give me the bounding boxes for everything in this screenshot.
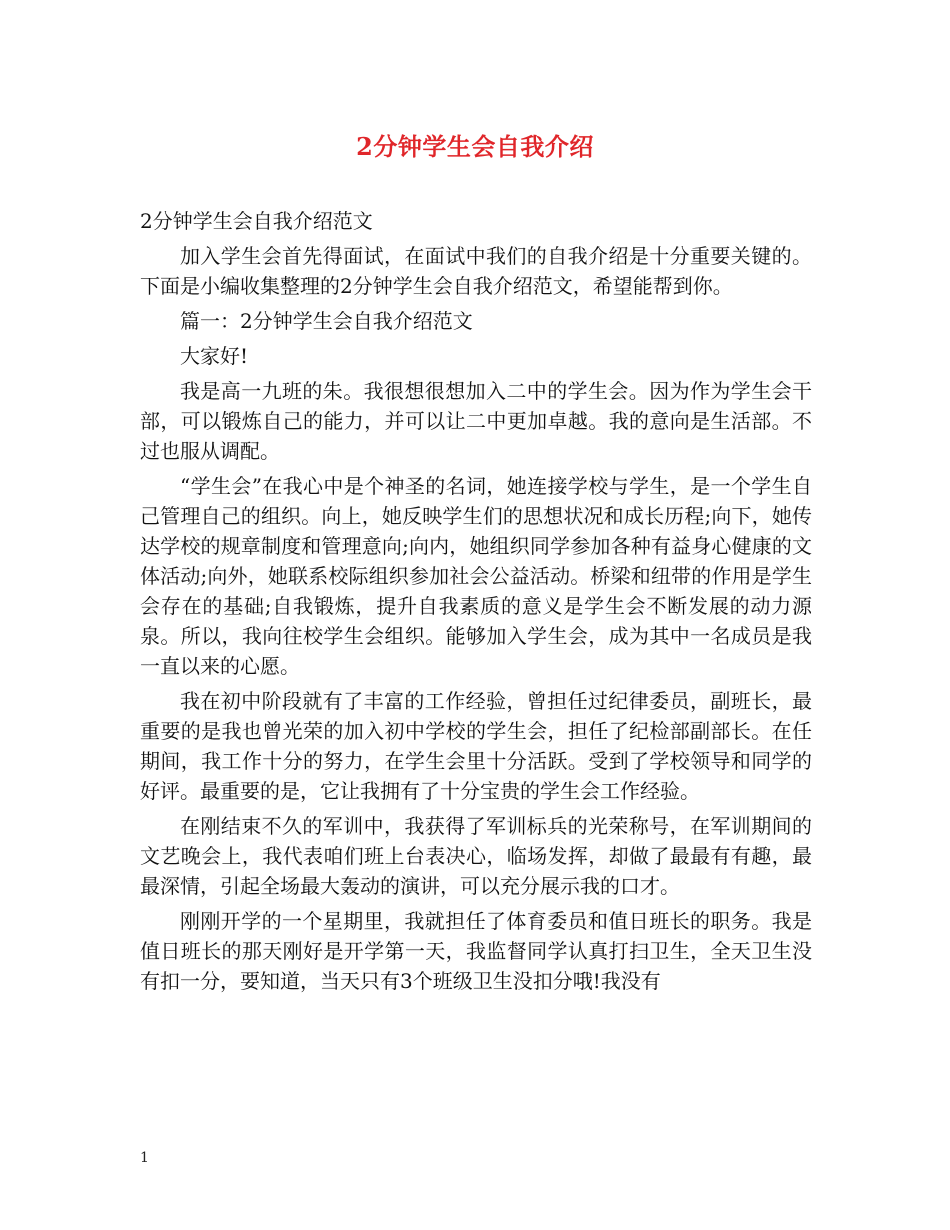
body-paragraph: 我是高一九班的朱。我很想很想加入二中的学生会。因为作为学生会干部，可以锻炼自己的能力，并可以让二中更加卓越。我的意向是生活部。不过也服从调配。 [140,379,812,463]
subtitle-paragraph: 2分钟学生会自我介绍范文 [140,209,373,233]
page-number: 1 [140,1150,149,1166]
intro-paragraph: 加入学生会首先得面试，在面试中我们的自我介绍是十分重要关键的。下面是小编收集整理的2分钟学生会自我介绍范文，希望能帮到你。 [140,244,812,298]
body-paragraph: 刚刚开学的一个星期里，我就担任了体育委员和值日班长的职务。我是值日班长的那天刚好是开学第一天，我监督同学认真打扫卫生，全天卫生没有扣一分，要知道，当天只有3个班级卫生没扣分哦!我没有 [140,909,812,993]
greeting-paragraph: 大家好! [180,344,249,368]
document-body [140,206,812,1001]
body-paragraph: “学生会”在我心中是个神圣的名词，她连接学校与学生，是一个学生自己管理自己的组织。向上，她反映学生们的思想状况和成长历程;向下，她传达学校的规章制度和管理意向;向内，她组织同学参加各种有益身心健康的文体活动;向外，她联系校际组织参加社会公益活动。桥梁和纽带的作用是学生会存在的基础;自我锻炼，提升自我素质的意义是学生会不断发展的动力源泉。所以，我向往校学生会组织。能够加入学生会，成为其中一名成员是我一直以来的心愿。 [140,474,812,678]
body-paragraph: 在刚结束不久的军训中，我获得了军训标兵的光荣称号，在军训期间的文艺晚会上，我代表咱们班上台表决心，临场发挥，却做了最最有有趣，最最深情，引起全场最大轰动的演讲，可以充分展示我的口才。 [140,814,812,898]
document-title: 2分钟学生会自我介绍 [356,132,594,161]
body-paragraph: 我在初中阶段就有了丰富的工作经验，曾担任过纪律委员，副班长，最重要的是我也曾光荣的加入初中学校的学生会，担任了纪检部副部长。在任期间，我工作十分的努力，在学生会里十分活跃。受到了学校领导和同学的好评。最重要的是，它让我拥有了十分宝贵的学生会工作经验。 [140,689,812,803]
section-heading: 篇一：2分钟学生会自我介绍范文 [180,309,473,333]
